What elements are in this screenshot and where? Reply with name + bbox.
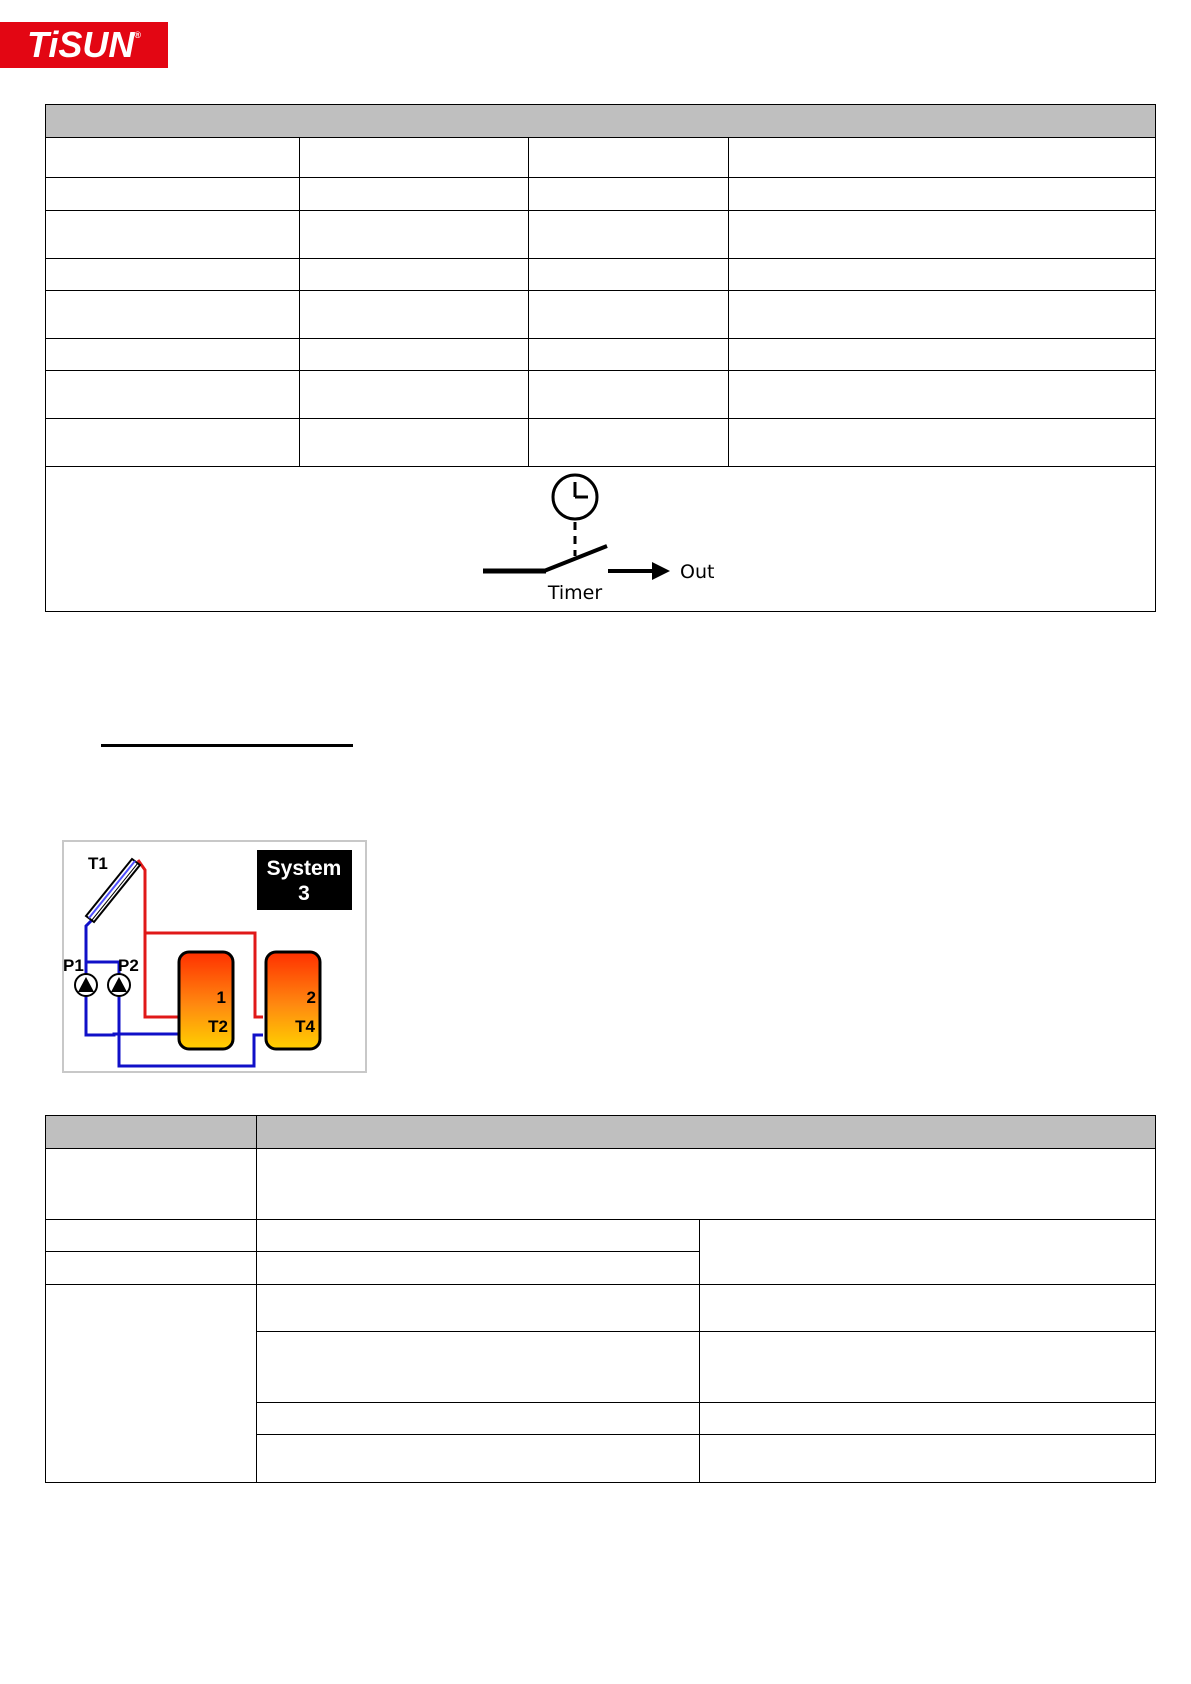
system-3-diagram	[62, 840, 367, 1073]
collector-sensor-label: T1	[88, 854, 108, 873]
table-row	[46, 138, 1156, 178]
output-label: Out	[680, 561, 715, 583]
table-row	[46, 371, 1156, 419]
pump2-label: P2	[118, 956, 139, 975]
tank2-sensor-label: T4	[295, 1017, 315, 1036]
pump-p2-icon	[108, 974, 130, 996]
registered-mark: ®	[134, 30, 141, 40]
table-row	[46, 291, 1156, 339]
table-row	[46, 1220, 1156, 1252]
table-row	[46, 1149, 1156, 1220]
system-badge-title: System	[266, 857, 342, 880]
logo-text: TiSUN	[27, 24, 135, 65]
table-header-cell	[257, 1116, 1156, 1149]
tank1-sensor-label: T2	[208, 1017, 228, 1036]
timer-switch-diagram	[470, 470, 730, 610]
timer-label: Timer	[547, 582, 603, 604]
table-row	[46, 419, 1156, 467]
switch-blade	[544, 546, 607, 571]
tank1-number: 1	[216, 988, 226, 1007]
table-header-cell	[46, 1116, 257, 1149]
clock-icon	[553, 475, 597, 519]
arrow-right-icon	[652, 562, 670, 580]
system-badge-number: 3	[298, 882, 310, 905]
tisun-logo	[0, 22, 168, 68]
parameter-table-bottom	[45, 1115, 1156, 1483]
section-heading-underline	[101, 744, 353, 747]
table-row	[46, 259, 1156, 291]
pump1-label: P1	[63, 956, 84, 975]
pump-p1-icon	[75, 974, 97, 996]
table-row	[46, 339, 1156, 371]
table-header	[46, 105, 1156, 138]
table-row	[46, 178, 1156, 211]
table-row	[46, 211, 1156, 259]
table-row	[46, 1285, 1156, 1332]
tank2-number: 2	[306, 988, 316, 1007]
